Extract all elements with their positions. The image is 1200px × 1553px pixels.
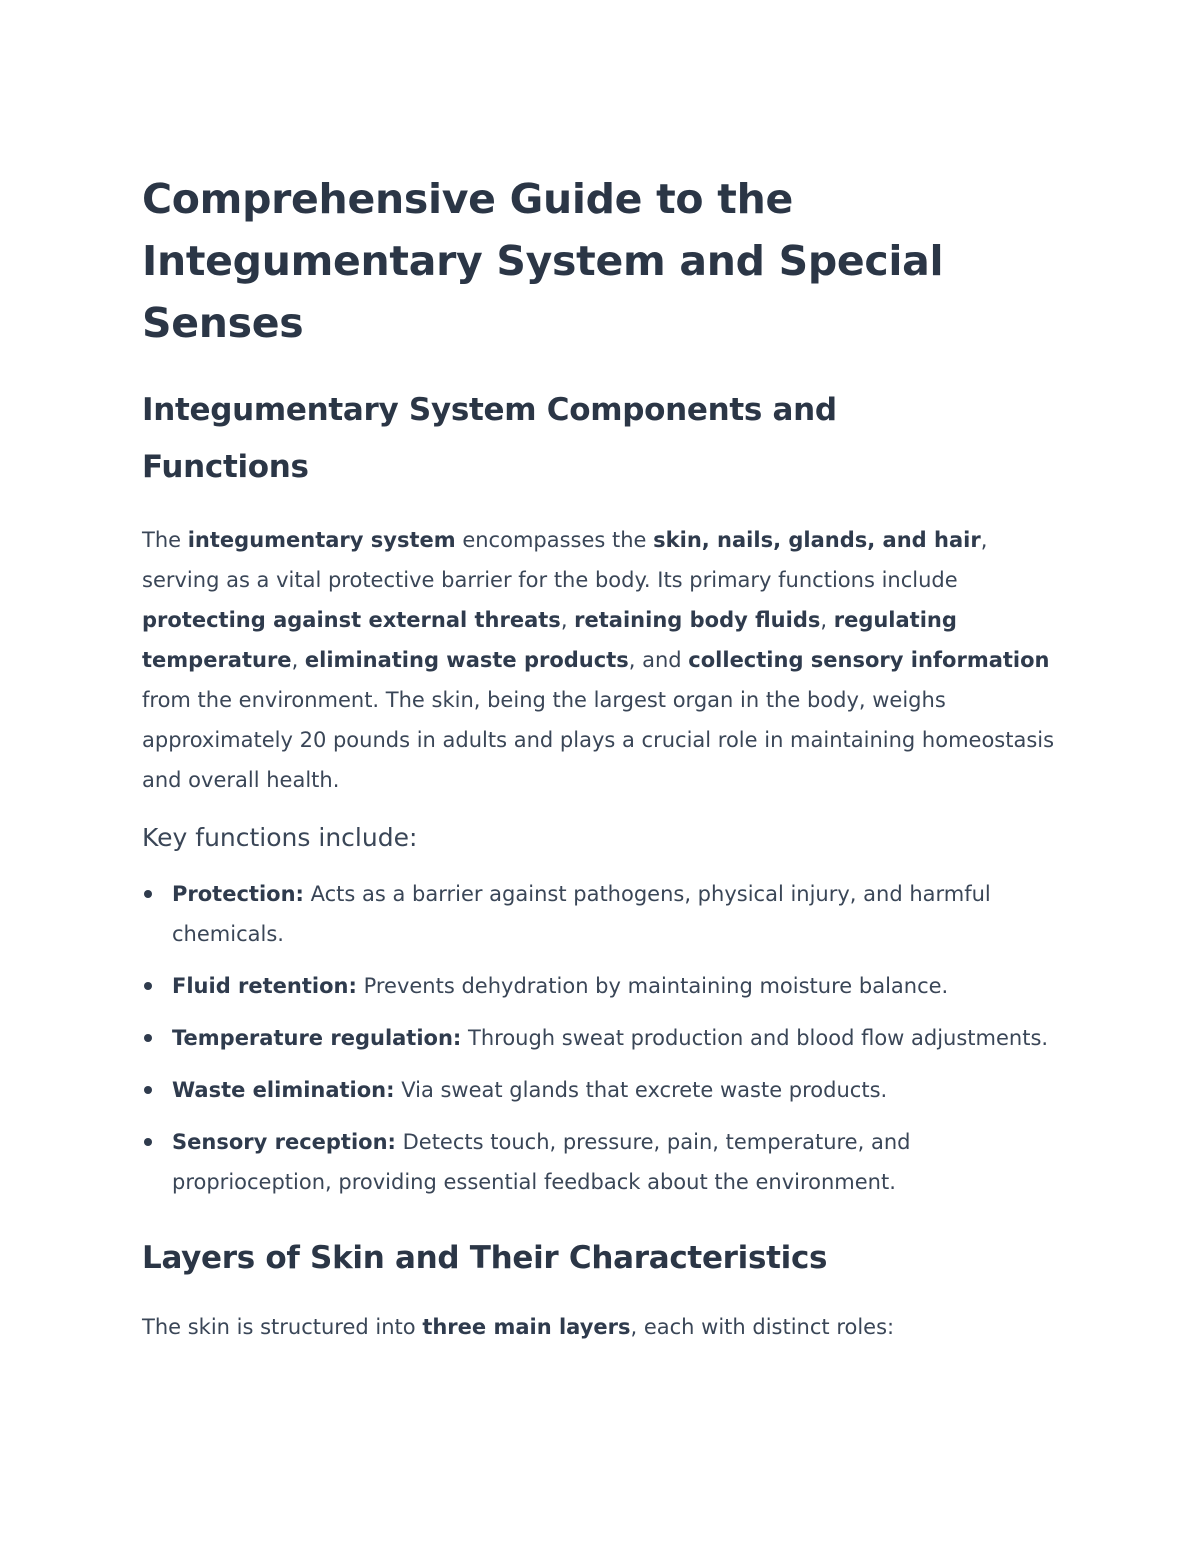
list-item-term: Waste elimination: bbox=[172, 1078, 395, 1102]
list-item-desc: Via sweat glands that excrete waste products. bbox=[394, 1078, 888, 1102]
intro-bold-5: regulating temperature bbox=[142, 608, 957, 672]
bullet-icon bbox=[144, 1086, 152, 1094]
list-item-term: Temperature regulation: bbox=[172, 1026, 462, 1050]
intro-text-8: from the environment. The skin, being the largest organ in the body, weighs approximately 20 pounds in adults and plays a crucial role in maintaining homeostasis and overall health. bbox=[142, 688, 1055, 792]
intro-bold-4: retaining body fluids bbox=[574, 608, 821, 632]
section-heading-line-1: Integumentary System Components and bbox=[142, 392, 837, 428]
key-functions-list bbox=[142, 874, 1062, 1202]
intro-bold-7: collecting sensory information bbox=[688, 648, 1050, 672]
section-heading-components bbox=[142, 382, 1062, 496]
list-item-desc: Detects touch, pressure, pain, temperature, and proprioception, providing essential feedback about the environment. bbox=[172, 1130, 911, 1194]
intro-text-6: , bbox=[291, 648, 305, 672]
list-item-desc: Through sweat production and blood flow adjustments. bbox=[461, 1026, 1049, 1050]
intro-text-1: The bbox=[142, 528, 188, 552]
section-heading-line-2: Functions bbox=[142, 449, 309, 485]
key-functions-lead: Key functions include: bbox=[142, 823, 418, 852]
page-title bbox=[142, 168, 1062, 354]
intro-text-5: , bbox=[820, 608, 834, 632]
list-item bbox=[142, 1018, 1062, 1058]
intro-bold-3: protecting against external threats bbox=[142, 608, 561, 632]
intro-text-2: encompasses the bbox=[455, 528, 654, 552]
layers-bold-1: three main layers bbox=[422, 1315, 631, 1339]
list-item bbox=[142, 966, 1062, 1006]
list-item bbox=[142, 874, 1062, 954]
bullet-icon bbox=[144, 890, 152, 898]
intro-bold-2: skin, nails, glands, and hair bbox=[653, 528, 981, 552]
layers-text-1: The skin is structured into bbox=[142, 1315, 423, 1339]
list-item-desc: Acts as a barrier against pathogens, physical injury, and harmful chemicals. bbox=[172, 882, 991, 946]
intro-paragraph bbox=[142, 520, 1062, 800]
intro-bold-1: integumentary system bbox=[187, 528, 456, 552]
intro-text-3: , serving as a vital protective barrier for the body. Its primary functions include bbox=[142, 528, 988, 592]
layers-text-2: , each with distinct roles: bbox=[630, 1315, 895, 1339]
list-item-term: Fluid retention: bbox=[172, 974, 357, 998]
intro-bold-6: eliminating waste products bbox=[304, 648, 629, 672]
page-title-line-2: Integumentary System and Special bbox=[142, 237, 944, 285]
list-item-desc: Prevents dehydration by maintaining moisture balance. bbox=[356, 974, 949, 998]
layers-intro-paragraph bbox=[142, 1307, 1062, 1347]
document-page bbox=[142, 168, 1062, 1347]
list-item bbox=[142, 1070, 1062, 1110]
list-item-term: Protection: bbox=[172, 882, 304, 906]
list-item-term: Sensory reception: bbox=[172, 1130, 396, 1154]
intro-text-4: , bbox=[560, 608, 575, 632]
intro-text-7: , and bbox=[628, 648, 689, 672]
list-item bbox=[142, 1122, 1062, 1202]
page-title-line-3: Senses bbox=[142, 299, 304, 347]
bullet-icon bbox=[144, 1138, 152, 1146]
bullet-icon bbox=[144, 1034, 152, 1042]
section-heading-layers: Layers of Skin and Their Characteristics bbox=[142, 1240, 828, 1276]
bullet-icon bbox=[144, 982, 152, 990]
page-title-line-1: Comprehensive Guide to the bbox=[142, 175, 793, 223]
